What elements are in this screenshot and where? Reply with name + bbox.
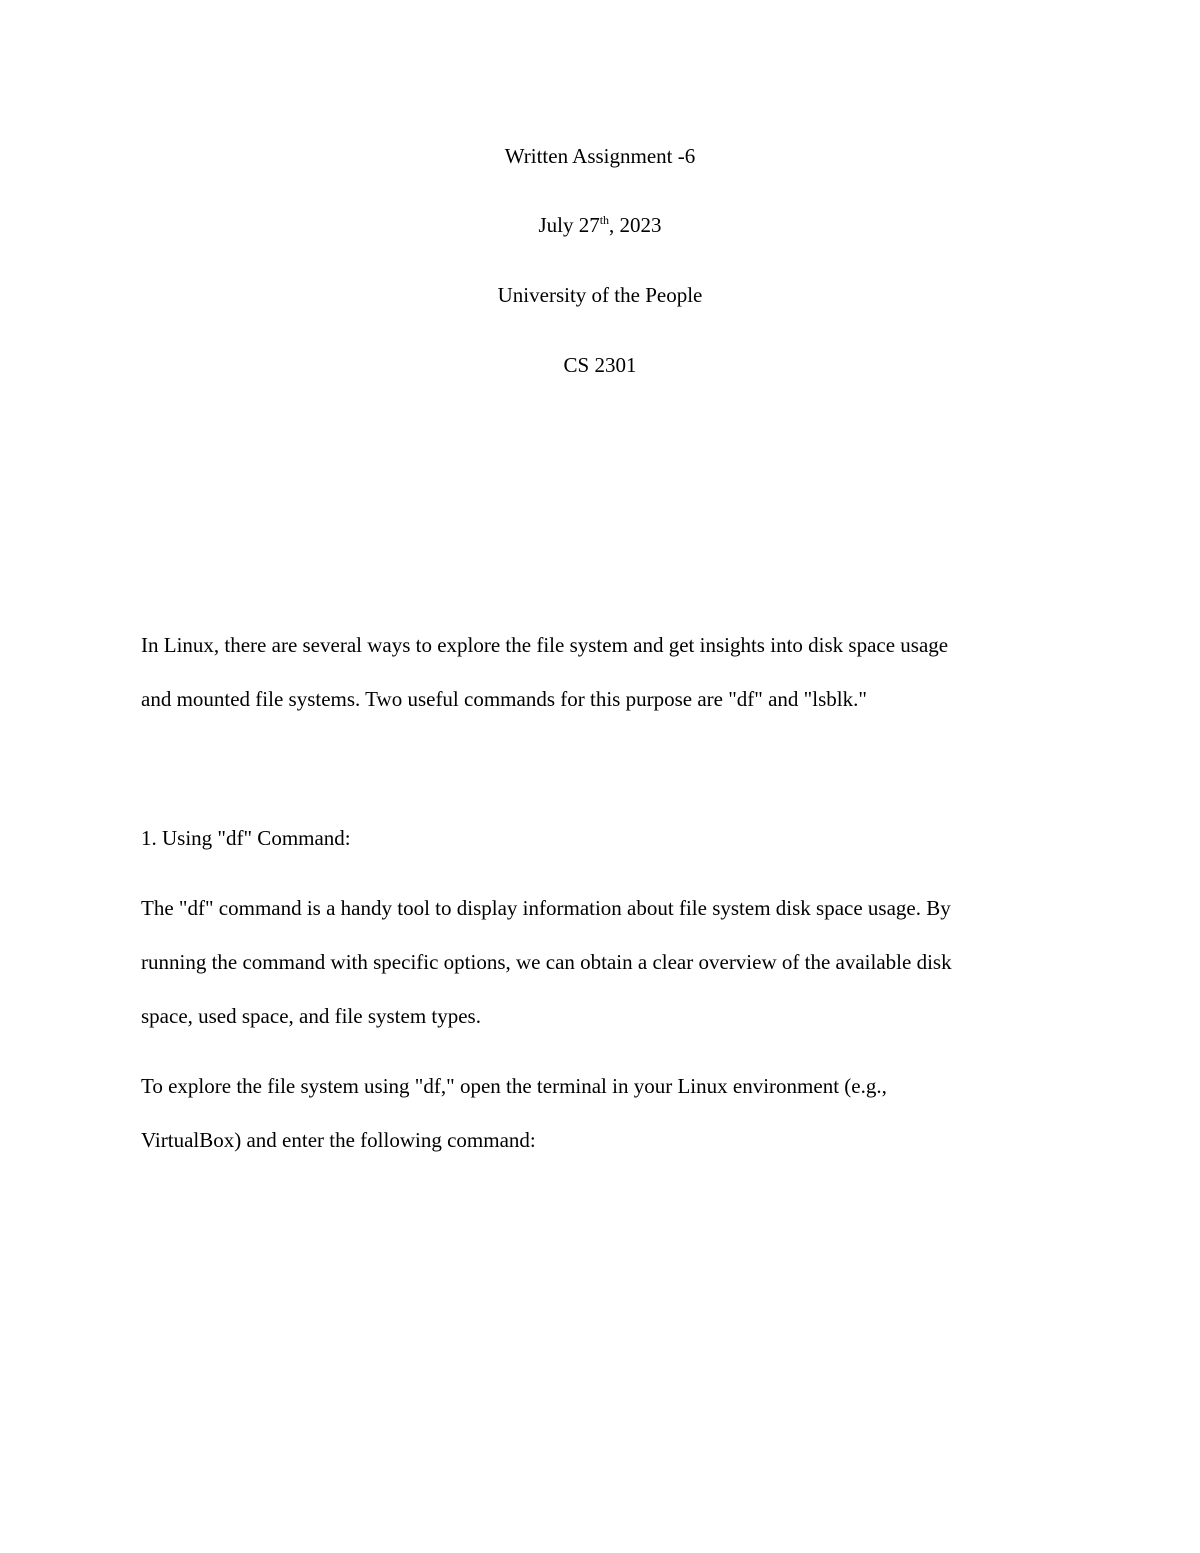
date-superscript: th: [599, 213, 610, 227]
course-text: CS 2301: [563, 353, 637, 377]
df-description-line-2: running the command with specific options, we can obtain a clear overview of the available disk: [141, 950, 952, 974]
assignment-title: [0, 144, 1200, 169]
df-instructions-line-1: To explore the file system using "df," open the terminal in your Linux environment (e.g.,: [141, 1074, 887, 1098]
df-instructions-line-2: VirtualBox) and enter the following command:: [141, 1128, 536, 1152]
intro-paragraph: [141, 618, 1061, 726]
df-description-line-3: space, used space, and file system types.: [141, 1004, 481, 1028]
assignment-title-text: Written Assignment -6: [504, 144, 696, 168]
course-line: [0, 353, 1200, 378]
intro-line-1: In Linux, there are several ways to explore the file system and get insights into disk space usage: [141, 633, 949, 657]
section-1-heading-text: 1. Using "df" Command:: [141, 826, 351, 850]
section-1-heading: [141, 811, 1061, 865]
university-line: [0, 283, 1200, 308]
df-instructions-paragraph: [141, 1059, 1061, 1167]
university-text: University of the People: [497, 283, 703, 307]
date-main: July 27: [538, 213, 600, 237]
df-description-line-1: The "df" command is a handy tool to display information about file system disk space usage. By: [141, 896, 951, 920]
date-rest: , 2023: [609, 213, 662, 237]
intro-line-2: and mounted file systems. Two useful commands for this purpose are "df" and "lsblk.": [141, 687, 867, 711]
df-description-paragraph: [141, 881, 1061, 1043]
date-line: [0, 213, 1200, 238]
